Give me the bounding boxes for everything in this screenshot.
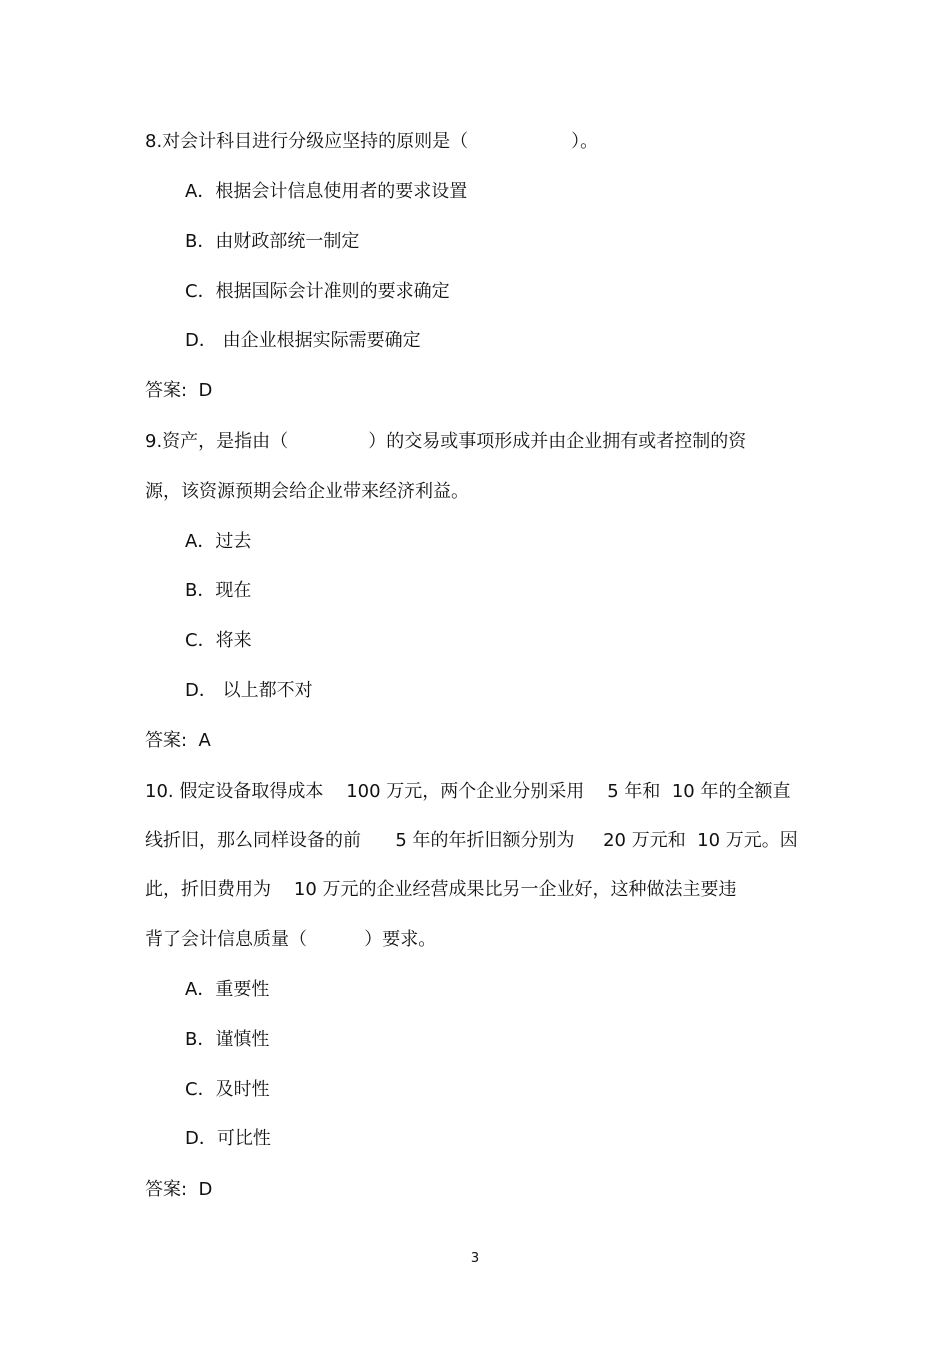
question-8-option-d: D． 由企业根据实际需要确定 [185, 330, 421, 351]
question-10-option-c: C．及时性 [185, 1079, 270, 1100]
question-10-option-d: D．可比性 [185, 1128, 271, 1149]
question-9-option-b: B．现在 [185, 580, 252, 601]
question-9-option-d: D． 以上都不对 [185, 680, 313, 701]
question-8-answer: 答案: D [145, 380, 213, 401]
question-10-option-a: A．重要性 [185, 979, 270, 1000]
question-9-option-c: C．将来 [185, 630, 252, 651]
question-9-option-a: A．过去 [185, 531, 252, 552]
page-number: 3 [470, 1251, 480, 1266]
question-9-answer: 答案: A [145, 730, 211, 751]
question-9-stem-line-1: 9.资产，是指由（ ）的交易或事项形成并由企业拥有或者控制的资 [145, 431, 747, 452]
question-8-stem: 8.对会计科目进行分级应坚持的原则是（ ）。 [145, 131, 599, 152]
question-8-option-c: C．根据国际会计准则的要求确定 [185, 281, 450, 302]
question-8-option-a: A．根据会计信息使用者的要求设置 [185, 181, 468, 202]
question-10-stem-line-3: 此，折旧费用为 10 万元的企业经营成果比另一企业好，这种做法主要违 [145, 879, 737, 900]
question-10-stem-line-1: 10. 假定设备取得成本 100 万元，两个企业分别采用 5 年和 10 年的全额直 [145, 781, 791, 802]
question-10-option-b: B．谨慎性 [185, 1029, 270, 1050]
question-10-stem-line-4: 背了会计信息质量（ ）要求。 [145, 929, 437, 950]
question-9-stem-line-2: 源，该资源预期会给企业带来经济利益。 [145, 481, 469, 502]
question-10-stem-line-2: 线折旧，那么同样设备的前 5 年的年折旧额分别为 20 万元和 10 万元。因 [145, 830, 798, 851]
question-8-option-b: B．由财政部统一制定 [185, 231, 360, 252]
question-10-answer: 答案: D [145, 1179, 213, 1200]
